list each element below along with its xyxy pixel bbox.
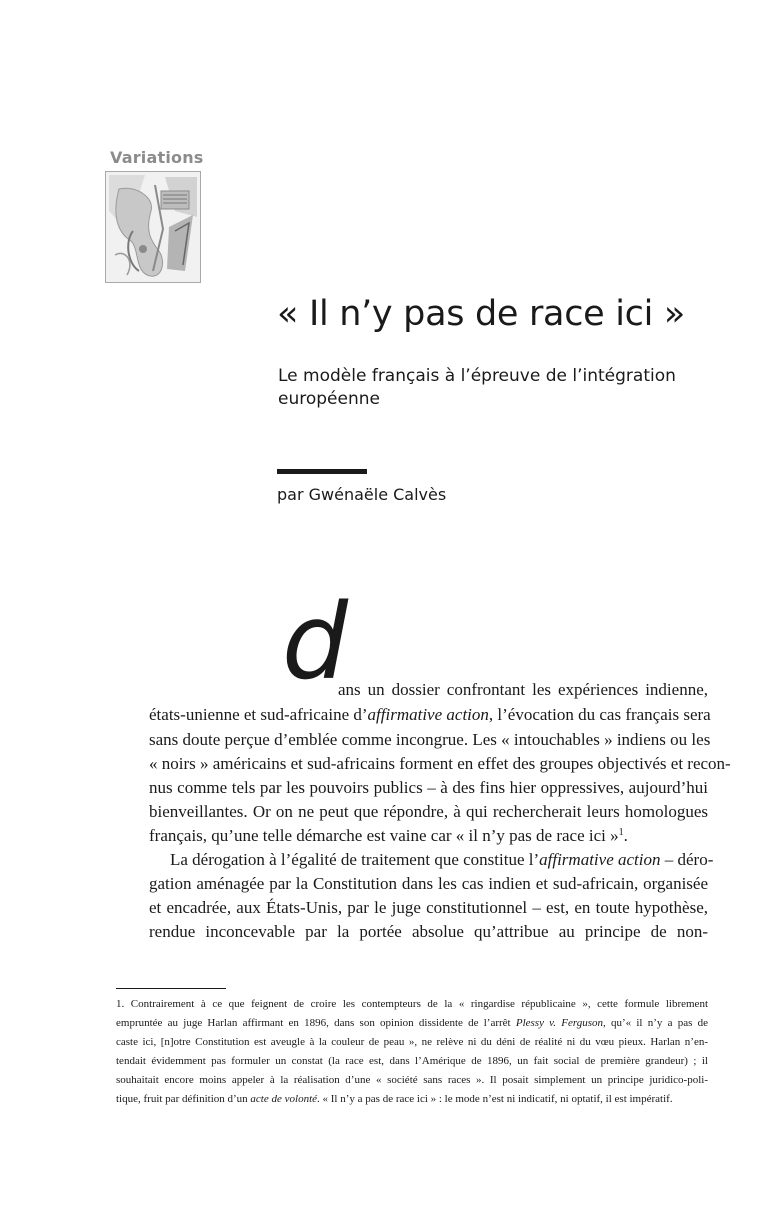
emphasis: affirmative action	[367, 705, 489, 724]
body-line: gation aménagée par la Constitution dans les cas indien et sud-africain, organisée	[149, 874, 708, 893]
body-line: rendue inconcevable par la portée absolue qu’attribue au principe de non-	[149, 922, 708, 941]
body-line: états-unienne et sud-africaine d’affirmative action, l’évocation du cas français sera	[149, 705, 711, 724]
body-line: français, qu’une telle démarche est vaine car « il n’y pas de race ici »$^1$.	[149, 826, 628, 845]
footnote-line: tique, fruit par définition d’un acte de volonté. « Il n’y a pas de race ici » : le mode n’est ni indicatif, ni optatif, il est impératif.	[116, 1093, 673, 1105]
body-line: ans un dossier confrontant les expériences indienne,	[338, 680, 708, 699]
footnote-line: empruntée au juge Harlan affirmant en 1896, dans son opinion dissidente de l’arrêt Plessy v. Ferguson, qu’« il n’y a pas de	[116, 1017, 708, 1029]
title-rule	[277, 469, 367, 474]
body-line: et encadrée, aux États-Unis, par le juge constitutionnel – est, en toute hypothèse,	[149, 898, 708, 917]
emphasis: affirmative action	[539, 850, 661, 869]
article-subtitle: Le modèle français à l’épreuve de l’intégration européenne	[278, 366, 676, 409]
body-line: La dérogation à l’égalité de traitement que constitue l’affirmative action – déro-	[170, 850, 714, 869]
section-label: Variations	[110, 148, 204, 167]
article-title: « Il n’y pas de race ici »	[277, 294, 685, 334]
body-line: « noirs » américains et sud-africains forment en effet des groupes objectivés et recon-	[149, 754, 731, 773]
footnote-ref[interactable]: 1	[618, 827, 624, 838]
body-line: bienveillantes. Or on ne peut que répondre, à qui rechercherait leurs homologues	[149, 802, 708, 821]
footnote-line: caste ici, [n]otre Constitution est aveugle à la couleur de peau », ne relève ni du déni de réalité ni du vœu pieux. Harlan n’en-	[116, 1036, 708, 1048]
body-line: nus comme tels par les pouvoirs publics – à des fins hier oppressives, aujourd’hui	[149, 778, 708, 797]
body-line: sans doute perçue d’emblée comme incongrue. Les « intouchables » indiens ou les	[149, 730, 711, 749]
footnote-rule	[116, 988, 226, 989]
drop-cap: d	[282, 581, 349, 703]
section-illustration	[105, 171, 201, 283]
footnote-line: souhaitait encore moins appeler à la réalisation d’une « société sans races ». Il posait simplement un principe juridico-poli-	[116, 1074, 708, 1086]
footnote-line: tendait évidemment pas formuler un constat (la race est, dans l’Amérique de 1896, un fait social de première grandeur) ; il	[116, 1055, 708, 1067]
footnote-line: 1. Contrairement à ce que feignent de croire les contempteurs de la « ringardise républicaine », cette formule librement	[116, 998, 708, 1010]
footnote	[116, 995, 708, 1109]
byline: par Gwénaële Calvès	[277, 485, 447, 504]
